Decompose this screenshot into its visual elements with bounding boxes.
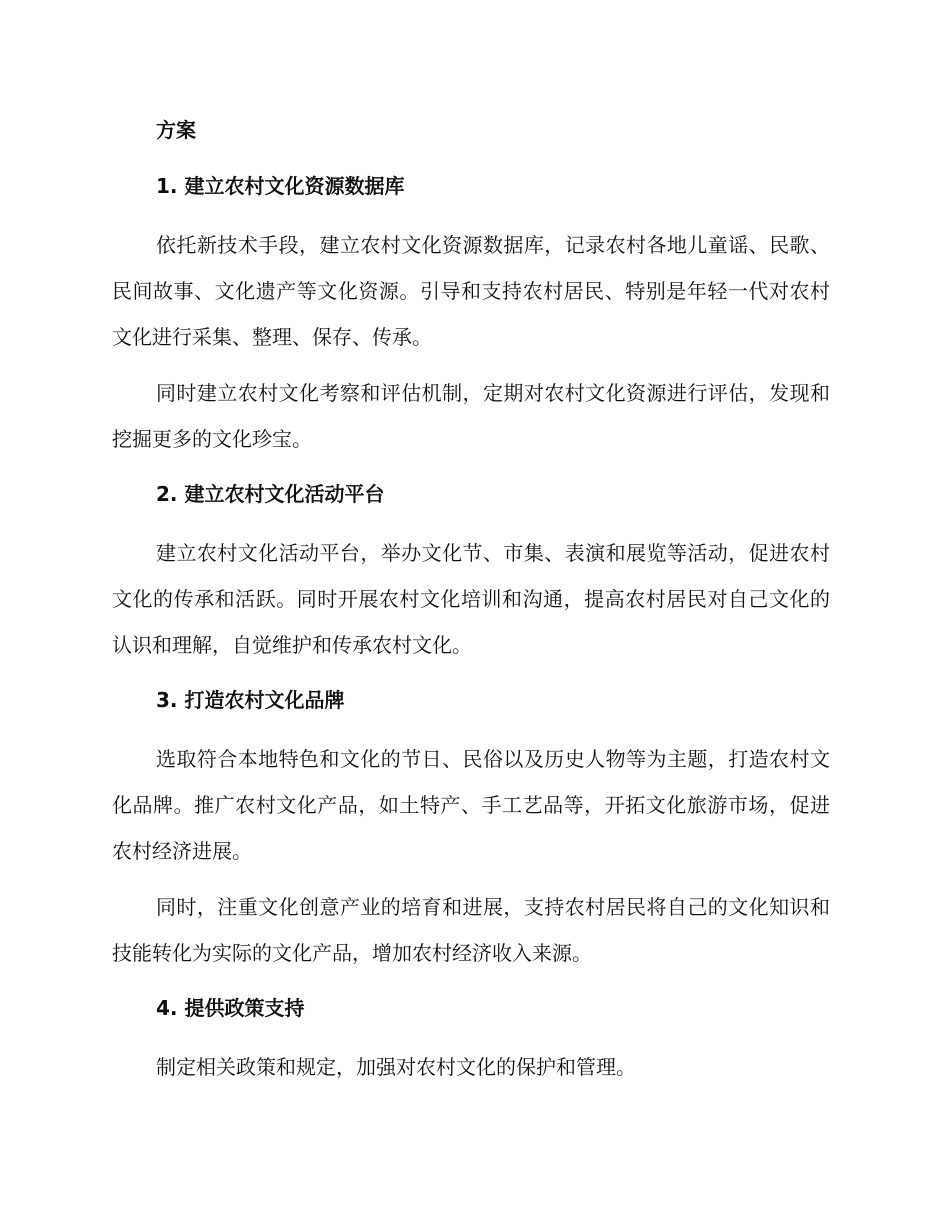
paragraph: 制定相关政策和规定，加强对农村文化的保护和管理。	[156, 1055, 636, 1079]
section-heading: 1. 建立农村文化资源数据库	[156, 174, 405, 198]
section-heading: 3. 打造农村文化品牌	[156, 688, 345, 712]
document-body	[112, 108, 830, 1100]
paragraph: 同时，注重文化创意产业的培育和进展，支持农村居民将自己的文化知识和技能转化为实际的文化产品，增加农村经济收入来源。	[112, 895, 830, 965]
section-4	[112, 986, 830, 1090]
section-heading: 4. 提供政策支持	[156, 996, 305, 1020]
section-heading: 2. 建立农村文化活动平台	[156, 482, 385, 506]
section-2	[112, 472, 830, 668]
paragraph: 同时建立农村文化考察和评估机制，定期对农村文化资源进行评估，发现和挖掘更多的文化珍宝。	[112, 381, 830, 451]
document-title: 方案	[156, 118, 196, 142]
paragraph: 选取符合本地特色和文化的节日、民俗以及历史人物等为主题，打造农村文化品牌。推广农村文化产品，如土特产、手工艺品等，开拓文化旅游市场，促进农村经济进展。	[112, 747, 830, 863]
section-1	[112, 164, 830, 462]
paragraph: 依托新技术手段，建立农村文化资源数据库，记录农村各地儿童谣、民歌、民间故事、文化遗产等文化资源。引导和支持农村居民、特别是年轻一代对农村文化进行采集、整理、保存、传承。	[112, 233, 830, 349]
section-3	[112, 678, 830, 976]
paragraph: 建立农村文化活动平台，举办文化节、市集、表演和展览等活动，促进农村文化的传承和活跃。同时开展农村文化培训和沟通，提高农村居民对自己文化的认识和理解，自觉维护和传承农村文化。	[112, 541, 830, 657]
